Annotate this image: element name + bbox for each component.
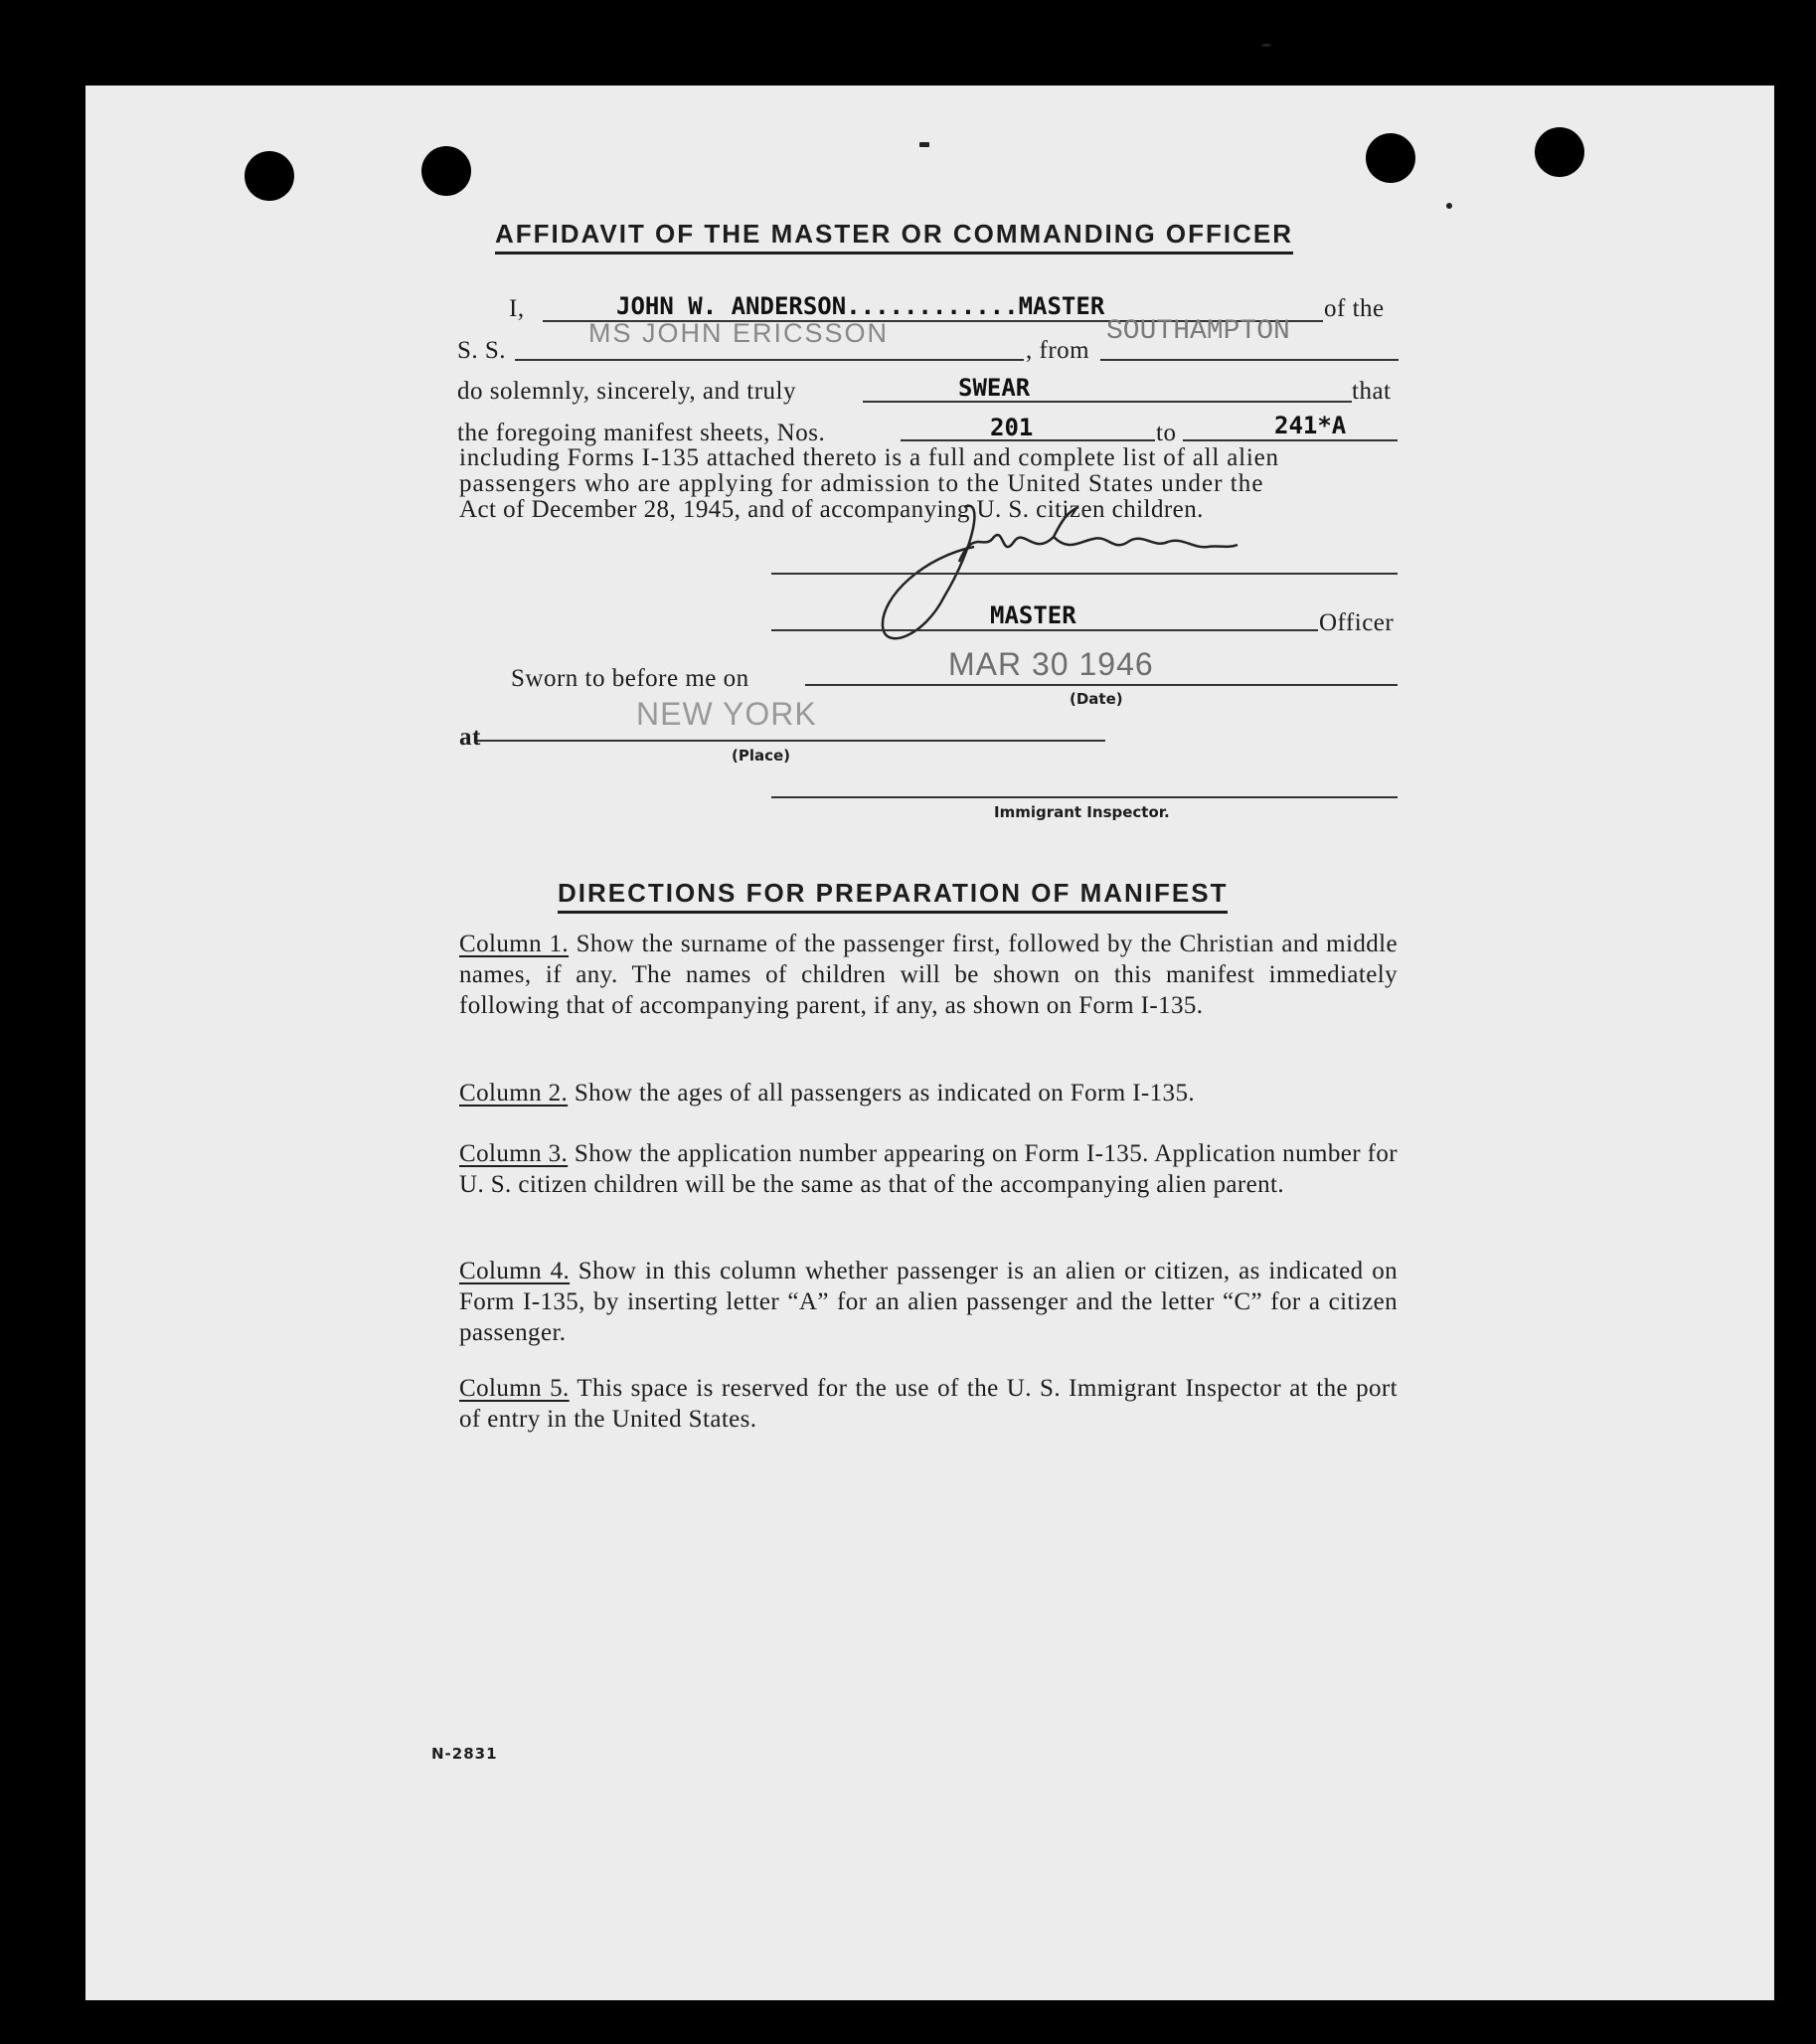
- signature-line: [771, 573, 1398, 575]
- body-line-3: Act of December 28, 1945, and of accompanying U. S. citizen children.: [459, 496, 1204, 523]
- document-page: [85, 85, 1774, 2000]
- of-the-label: of the: [1324, 295, 1385, 322]
- direction-label: Column 3.: [459, 1140, 569, 1167]
- form-number: N-2831: [431, 1745, 498, 1763]
- body-line-1: including Forms I-135 attached thereto is a full and complete list of all alien: [459, 444, 1279, 471]
- punch-hole-3: [1366, 133, 1415, 183]
- direction-column-1: [459, 929, 1398, 1021]
- inspector-line: [771, 796, 1398, 798]
- direction-label: Column 5.: [459, 1375, 570, 1402]
- place-line: [477, 740, 1105, 742]
- direction-label: Column 2.: [459, 1080, 569, 1107]
- date-stamp: MAR 30 1946: [948, 646, 1154, 682]
- directions-title: DIRECTIONS FOR PREPARATION OF MANIFEST: [558, 878, 1228, 914]
- solemnly-label: do solemnly, sincerely, and truly: [457, 378, 796, 405]
- affiant-lead: I,: [509, 295, 525, 322]
- direction-text: Show in this column whether passenger is an alien or citizen, as indicated on Form I-135, by inserting letter “A” for an alien passenger and the letter “C” for a citizen passenger.: [459, 1258, 1398, 1346]
- direction-label: Column 1.: [459, 931, 570, 957]
- punch-hole-4: [1535, 127, 1584, 177]
- speck: [919, 142, 929, 147]
- direction-text: Show the surname of the passenger first, followed by the Christian and middle names, if any. The names of children will be shown on this manifest immediately following that of accompanying parent, if any, as shown on Form I-135.: [459, 931, 1398, 1019]
- place-stamp: NEW YORK: [636, 696, 817, 732]
- date-line: [805, 684, 1398, 686]
- affiant-name: JOHN W. ANDERSON............MASTER: [616, 292, 1105, 320]
- inspector-caption: Immigrant Inspector.: [994, 803, 1170, 821]
- oath-line: [863, 401, 1352, 403]
- place-caption: (Place): [732, 747, 791, 765]
- officer-title: MASTER: [990, 601, 1076, 629]
- speck: [1446, 203, 1452, 209]
- direction-column-2: [459, 1078, 1398, 1108]
- port-line: [1100, 359, 1399, 361]
- port-stamp: SOUTHAMPTON: [1106, 316, 1290, 347]
- sheet-from: 201: [990, 414, 1034, 441]
- speck: [1261, 44, 1271, 47]
- at-label: at: [459, 724, 481, 751]
- direction-label: Column 4.: [459, 1258, 571, 1284]
- direction-column-4: [459, 1256, 1398, 1348]
- ship-name-stamp: MS JOHN ERICSSON: [588, 318, 890, 348]
- direction-column-3: [459, 1138, 1398, 1200]
- sworn-label: Sworn to before me on: [511, 665, 749, 692]
- direction-column-5: [459, 1373, 1398, 1435]
- direction-text: Show the ages of all passengers as indicated on Form I-135.: [574, 1080, 1195, 1107]
- ship-name-line: [515, 359, 1024, 361]
- punch-hole-2: [421, 146, 471, 196]
- ss-label: S. S.: [457, 337, 507, 364]
- from-label: , from: [1026, 337, 1090, 364]
- sheet-to-line: [1183, 439, 1398, 441]
- date-caption: (Date): [1070, 690, 1123, 708]
- officer-label: Officer: [1319, 609, 1395, 636]
- that-label: that: [1352, 378, 1392, 405]
- to-label: to: [1156, 420, 1177, 446]
- foregoing-label: the foregoing manifest sheets, Nos.: [457, 420, 826, 446]
- affidavit-title: AFFIDAVIT OF THE MASTER OR COMMANDING OFFICER: [495, 219, 1293, 255]
- oath-word: SWEAR: [958, 374, 1031, 402]
- punch-hole-1: [245, 151, 294, 201]
- direction-text: Show the application number appearing on Form I-135. Application number for U. S. citizen children will be the same as that of the accompanying alien parent.: [459, 1140, 1398, 1198]
- direction-text: This space is reserved for the use of the U. S. Immigrant Inspector at the port of entry in the United States.: [459, 1375, 1399, 1433]
- officer-line: [771, 629, 1318, 631]
- sheet-to: 241*A: [1274, 412, 1347, 439]
- body-line-2: passengers who are applying for admission to the United States under the: [459, 470, 1264, 497]
